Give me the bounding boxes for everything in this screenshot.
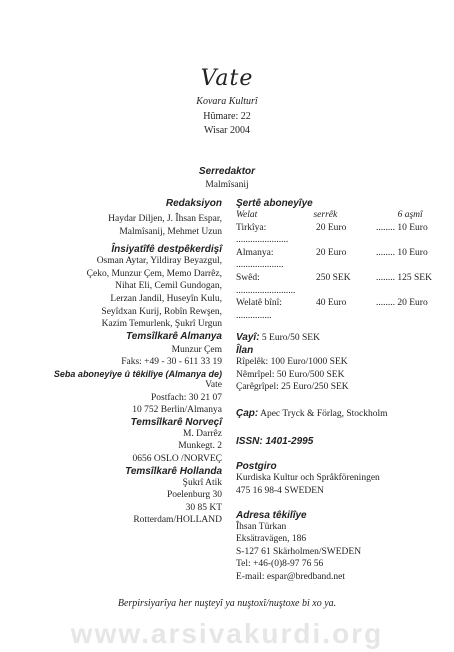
- cap-label: Çap:: [236, 407, 259, 419]
- header-cell: serrêk: [313, 210, 338, 220]
- price-cell: ........ 20 Euro: [376, 298, 428, 309]
- subscription-row: [236, 272, 446, 297]
- redaksiyon-line: Malmîsanij, Mehmet Uzun: [119, 226, 222, 237]
- cap-value: Apec Tryck & Förlag, Stockholm: [258, 408, 388, 419]
- left-column: [12, 198, 222, 527]
- seba-line: Vate: [205, 379, 222, 390]
- insiyatif-line: Osman Aytar, Yildiray Beyazgul,: [96, 256, 222, 267]
- ilan-line: Rîpelêk: 100 Euro/1000 SEK: [236, 356, 348, 367]
- hollanda-line: Şukrî Atik: [182, 477, 222, 488]
- magazine-logo: Vate: [200, 66, 254, 91]
- issue-number: Hûmare: 22: [203, 111, 251, 122]
- ilan-line: Nêmrîpel: 50 Euro/500 SEK: [236, 369, 345, 380]
- norvec-line: Munkegt. 2: [178, 441, 222, 452]
- postgiro-line: 475 16 98-4 SWEDEN: [236, 485, 324, 496]
- adresa-line: S-127 61 Skärholmen/SWEDEN: [236, 546, 362, 557]
- right-column: [236, 198, 446, 583]
- magazine-subtitle: Kovara Kulturî: [196, 96, 258, 107]
- adresa-line: Îhsan Türkan: [236, 521, 287, 532]
- norvec-line: M. Darrêz: [182, 428, 222, 439]
- price-cell: 40 Euro: [316, 298, 347, 309]
- vayi-label: Vayî:: [236, 332, 260, 344]
- insiyatif-title: Însiyatîfê destpêkerdişî: [111, 244, 222, 256]
- header-cell: 6 aşmî: [397, 210, 423, 220]
- price-cell: 20 Euro: [316, 247, 347, 258]
- hollanda-title: Temsîlkarê Hollanda: [125, 465, 222, 477]
- header-cell: Welat: [236, 210, 258, 220]
- issn: ISSN: 1401-2995: [236, 436, 314, 448]
- seba-line: 10 752 Berlin/Almanya: [132, 405, 222, 416]
- vayi-value: 5 Euro/50 SEK: [259, 333, 320, 344]
- subscription-row: [236, 222, 446, 247]
- adresa-title: Adresa têkilîye: [236, 509, 307, 521]
- country-cell: Welatê bînî: ...............: [236, 298, 282, 321]
- cap-line: [236, 408, 446, 421]
- vayi-line: [236, 332, 446, 345]
- norvec-line: 0656 OSLO /NORVEÇ: [132, 453, 222, 464]
- redaksiyon-line: Haydar Diljen, J. Îhsan Espar,: [108, 214, 222, 224]
- adresa-line: E-mail: espar@bredband.net: [236, 571, 345, 582]
- editor-title: Serredaktor: [198, 166, 256, 177]
- almanya-line: Munzur Çem: [171, 344, 222, 355]
- seba-line: Postfach: 30 21 07: [151, 392, 222, 403]
- adresa-line: Eksätravägen, 186: [236, 534, 307, 545]
- ilan-line: Çarêgrîpel: 25 Euro/250 SEK: [236, 382, 349, 393]
- subscription-header: [236, 209, 446, 222]
- ilan-title: Îlan: [236, 344, 254, 356]
- hollanda-line: 30 85 KT: [185, 502, 222, 513]
- subscription-row: [236, 297, 446, 322]
- price-cell: ........ 125 SEK: [376, 272, 432, 283]
- insiyatif-line: Çeko, Munzur Çem, Memo Darrêz,: [86, 268, 222, 279]
- insiyatif-line: Seyîdxan Kurij, Robîn Rewşen,: [101, 306, 222, 317]
- price-cell: 250 SEK: [316, 272, 351, 283]
- country-cell: Swêd: .........................: [236, 272, 296, 296]
- redaksiyon-title: Redaksiyon: [165, 198, 222, 209]
- postgiro-line: Kurdiska Kultur och Språkföreningen: [236, 473, 380, 484]
- price-cell: 20 Euro: [316, 222, 347, 233]
- insiyatif-line: Lerzan Jandil, Huseyîn Kulu,: [110, 293, 222, 304]
- country-cell: Tirkîya: ......................: [236, 222, 289, 246]
- price-cell: ........ 10 Euro: [376, 247, 428, 258]
- postgiro-title: Postgiro: [236, 461, 277, 473]
- hollanda-line: Poelenburg 30: [167, 490, 222, 501]
- insiyatif-line: Nihat Eli, Cemil Gundogan,: [115, 281, 222, 292]
- editor-name: Malmîsanij: [205, 180, 249, 190]
- adresa-line: Tel: +46-(0)8-97 76 56: [236, 559, 324, 570]
- norvec-title: Temsîlkarê Norveçî: [130, 416, 222, 428]
- seba-title: Seba aboneyîye û têkilîye (Almanya de): [53, 368, 222, 379]
- insiyatif-line: Kazim Temurlenk, Şukrî Urgun: [101, 319, 222, 330]
- price-cell: ........ 10 Euro: [376, 222, 428, 233]
- issue-date: Wisar 2004: [204, 125, 250, 136]
- almanya-title: Temsîlkarê Almanya: [126, 330, 222, 342]
- serte-title: Şertê aboneyîye: [236, 198, 313, 209]
- almanya-line: Faks: +49 - 30 - 611 33 19: [121, 357, 222, 368]
- subscription-row: [236, 247, 446, 272]
- hollanda-line: Rotterdam/HOLLAND: [133, 515, 222, 526]
- footer-note: Berpirsiyarîya her nuşteyî ya nuştoxî/nuştoxe bi xo ya.: [117, 598, 337, 609]
- country-cell: Almanya: ....................: [236, 247, 284, 271]
- watermark: www.arsivakurdi.org: [70, 618, 384, 649]
